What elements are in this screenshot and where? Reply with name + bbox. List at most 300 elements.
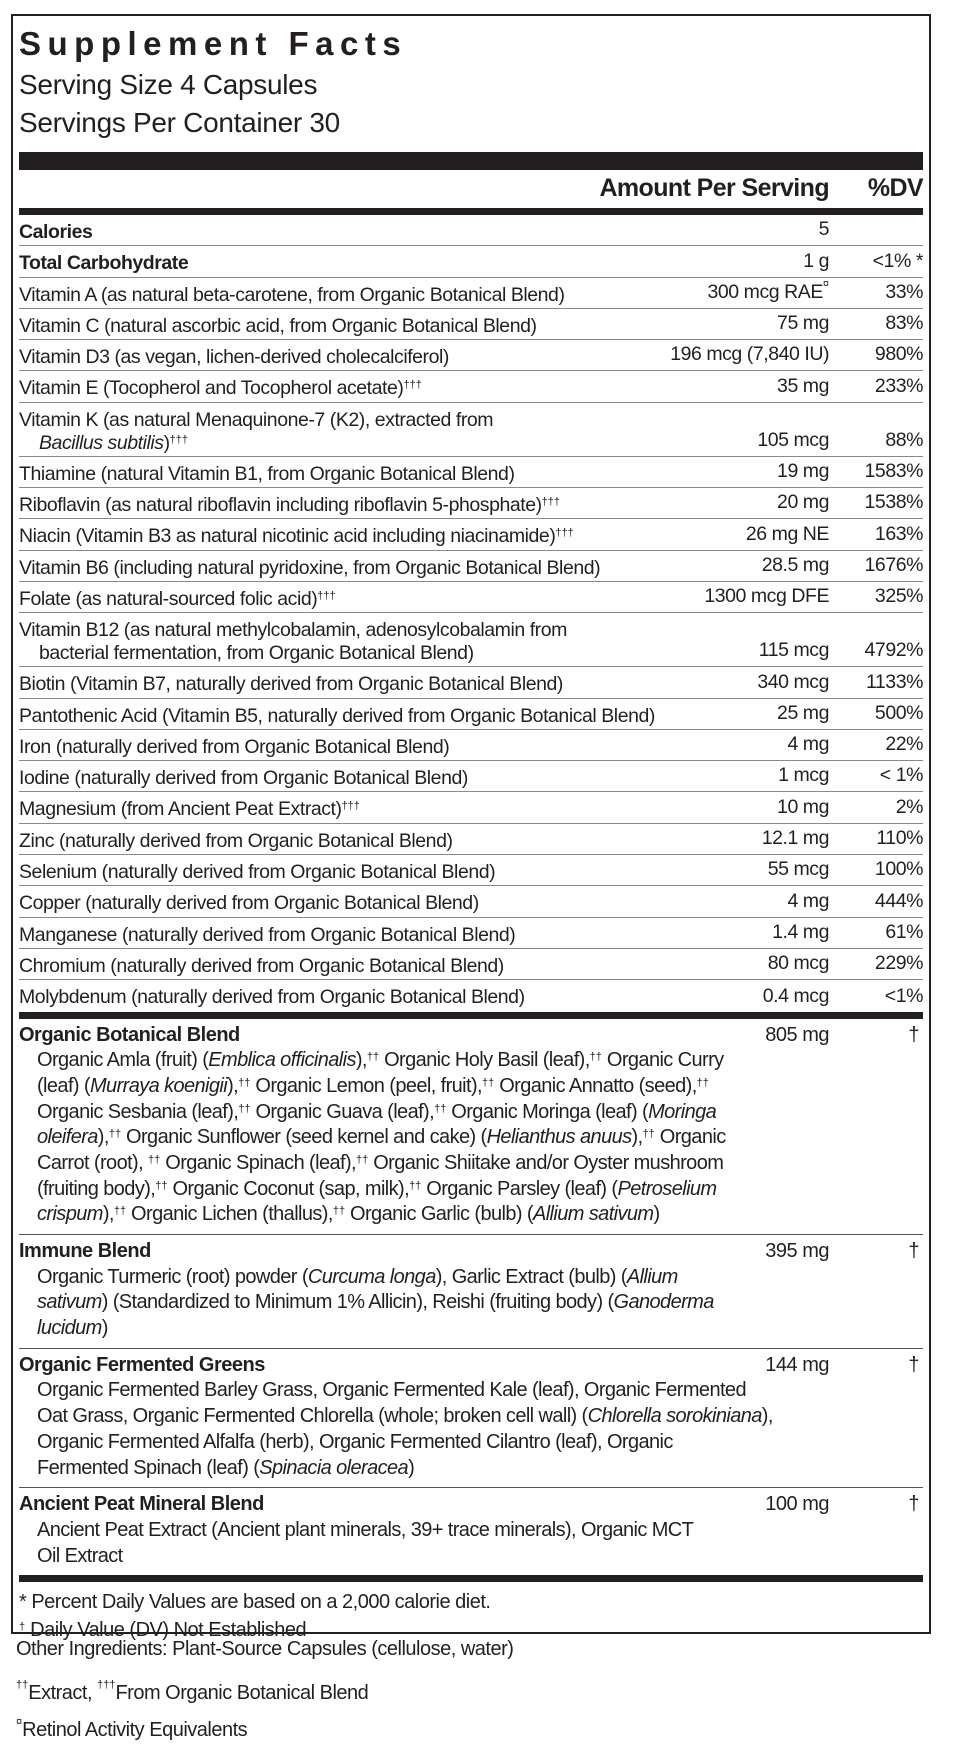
text-segment: Organic Moringa (leaf) (: [446, 1100, 649, 1123]
nutrient-name: [19, 736, 449, 759]
blend-header: [19, 1239, 923, 1265]
text-segment: crispum: [37, 1203, 103, 1226]
amount-value: 25 mg: [777, 701, 829, 724]
amount-value: 26 mg NE: [745, 522, 829, 545]
nutrient-name: [19, 525, 574, 548]
dagger-symbol: ††: [113, 1205, 127, 1218]
text-segment: ),: [631, 1126, 643, 1149]
amount-value: 19 mg: [777, 460, 829, 483]
nutrient-row: [19, 980, 923, 1011]
text-segment: Organic Turmeric (root) powder (: [37, 1265, 308, 1288]
text-segment: Bacillus subtilis: [39, 431, 164, 454]
dagger-symbol: ††: [642, 1128, 655, 1141]
dagger-symbol: †: [19, 1621, 26, 1634]
text-segment: Moringa: [648, 1100, 717, 1123]
dv-header: %DV: [867, 174, 923, 202]
nutrient-name-line: [19, 798, 360, 820]
nutrient-row: [19, 918, 923, 949]
text-segment: ): [101, 1317, 108, 1340]
amount-value: 12.1 mg: [761, 827, 829, 850]
nutrient-dv: 444%: [874, 889, 923, 912]
blend-dv: †: [908, 1240, 919, 1263]
double-dagger-symbol: ††: [16, 1679, 29, 1691]
amount-value: 105 mcg: [757, 428, 829, 451]
blend-ingredients-line: [19, 1430, 923, 1456]
text-segment: lucidum: [37, 1317, 102, 1340]
text-segment: Organic Amla (fruit) (: [37, 1049, 209, 1072]
footnote-dagger-text: Daily Value (DV) Not Established: [25, 1619, 307, 1642]
text-segment: Organic Sesbania (leaf),: [37, 1100, 239, 1123]
blend-ingredients-line: [19, 1151, 923, 1177]
nutrient-dv: < 1%: [879, 764, 923, 787]
text-segment: Organic Holy Basil (leaf),: [379, 1049, 590, 1072]
blend-ingredients-line: [19, 1378, 923, 1404]
nutrient-name-line: [19, 377, 422, 399]
nutrient-row: [19, 246, 923, 277]
nutrient-name: [19, 284, 565, 307]
nutrient-dv: 1583%: [864, 460, 923, 483]
text-segment: Oil Extract: [37, 1544, 123, 1567]
nutrient-name: [19, 315, 537, 338]
nutrient-amount: [757, 429, 829, 452]
text-segment: Vitamin A (as natural beta-carotene, from Organic Botanical Blend): [19, 283, 565, 306]
nutrient-row: [19, 824, 923, 855]
text-segment: Allium: [626, 1265, 678, 1288]
text-segment: ),: [227, 1074, 239, 1097]
blend-header: [19, 1492, 923, 1518]
text-segment: Organic Lichen (thallus),: [126, 1203, 333, 1226]
nutrient-amount: [762, 827, 829, 850]
text-segment: Molybdenum (naturally derived from Organic Botanical Blend): [19, 986, 525, 1009]
nutrient-row: [19, 667, 923, 698]
nutrient-amount: [763, 985, 829, 1008]
text-segment: Thiamine (natural Vitamin B1, from Organic Botanical Blend): [19, 462, 515, 485]
amount-value: 196 mcg (7,840 IU): [670, 343, 829, 366]
nutrient-name: [19, 252, 188, 275]
blend-ingredients-line: [19, 1074, 923, 1100]
blend-ingredients-line: [19, 1202, 923, 1228]
dagger-symbol: ††: [108, 1128, 122, 1141]
nutrient-name-line: [19, 557, 600, 579]
nutrient-row: [19, 949, 923, 980]
nutrient-name: [19, 619, 567, 665]
blend-ingredients-line: [19, 1265, 923, 1291]
nutrient-name-line: [19, 705, 655, 727]
nutrient-name-line: [19, 315, 537, 337]
text-segment: Organic Garlic (bulb) (: [345, 1203, 533, 1226]
dagger-symbol: ††: [238, 1076, 251, 1089]
nutrient-amount: [762, 554, 829, 577]
blend-dv: †: [908, 1353, 919, 1376]
dagger-symbol: †††: [555, 527, 574, 540]
nutrient-row: [19, 340, 923, 371]
nutrient-dv: <1%: [884, 984, 923, 1007]
legend-extract: Extract,: [28, 1682, 98, 1704]
text-segment: Calories: [19, 221, 93, 243]
nutrient-name: [19, 377, 422, 400]
text-segment: Oat Grass, Organic Fermented Chlorella (whole; broken cell wall) (: [37, 1405, 588, 1428]
amount-value: 1300 mcg DFE: [704, 585, 829, 608]
text-segment: ): [163, 431, 170, 454]
dagger-symbol: †††: [341, 800, 360, 813]
nutrient-name-line: [19, 861, 495, 883]
other-ingredients: Other Ingredients: Plant-Source Capsules (cellulose, water): [16, 1638, 514, 1660]
text-segment: Petroselium: [617, 1177, 717, 1200]
text-segment: Vitamin E (Tocopherol and Tocopherol acetate): [19, 377, 404, 400]
nutrient-amount: [757, 671, 829, 694]
nutrient-row: [19, 215, 923, 246]
nutrient-name-line: [19, 955, 504, 977]
nutrient-name-line: [19, 986, 525, 1008]
nutrient-row: [19, 278, 923, 309]
text-segment: ) (Standardized to Minimum 1% Allicin), Reishi (fruiting body) (: [101, 1291, 614, 1314]
text-segment: ): [408, 1456, 415, 1479]
blend-ingredients-line: [19, 1404, 923, 1430]
serving-size: Serving Size 4 Capsules: [19, 69, 318, 100]
servings-per-container: Servings Per Container 30: [19, 107, 340, 138]
triple-dagger-symbol: †††: [97, 1679, 116, 1691]
dagger-symbol: ††: [155, 1179, 168, 1192]
divider-medium: [19, 1575, 923, 1582]
text-segment: Pantothenic Acid (Vitamin B5, naturally derived from Organic Botanical Blend): [19, 704, 655, 727]
amount-value: 4 mg: [787, 733, 829, 756]
nutrient-name-line: [19, 892, 479, 914]
amount-value: 80 mcg: [767, 952, 829, 975]
nutrient-name-line: [19, 642, 567, 665]
amount-value: 75 mg: [777, 312, 829, 335]
nutrient-amount: [772, 921, 829, 944]
blend-ingredients-line: [19, 1177, 923, 1203]
blend-dv: †: [908, 1493, 919, 1516]
amount-value: 20 mg: [777, 491, 829, 514]
nutrient-row: [19, 792, 923, 823]
blend-section: [19, 1235, 923, 1349]
nutrient-name: [19, 494, 560, 517]
text-segment: Ancient Peat Extract (Ancient plant minerals, 39+ trace minerals), Organic MCT: [37, 1518, 694, 1541]
legend-rae: [16, 1716, 248, 1742]
text-segment: Organic Lemon (peel, fruit),: [250, 1074, 483, 1097]
nutrient-name-line: [19, 252, 188, 274]
text-segment: Organic Curry: [601, 1049, 724, 1072]
text-segment: Organic Fermented Alfalfa (herb), Organic Fermented Cilantro (leaf), Organic: [37, 1430, 673, 1453]
nutrient-dv: 980%: [874, 343, 923, 366]
amount-value: 340 mcg: [757, 670, 829, 693]
nutrient-name-line: [19, 830, 453, 852]
blend-ingredients-line: [19, 1290, 923, 1316]
nutrient-dv: 110%: [876, 827, 923, 850]
nutrient-row: [19, 730, 923, 761]
nutrient-amount: [768, 952, 829, 975]
text-segment: oleifera: [37, 1126, 98, 1149]
text-segment: Organic Coconut (sap, milk),: [167, 1177, 410, 1200]
dagger-symbol: ††: [238, 1102, 251, 1115]
nutrient-amount: [704, 585, 829, 608]
dagger-symbol: ††: [589, 1051, 602, 1064]
blend-amount: 805 mg: [765, 1023, 829, 1046]
nutrient-name: [19, 557, 600, 580]
text-segment: ),: [102, 1203, 114, 1226]
text-segment: Organic Parsley (leaf) (: [421, 1177, 618, 1200]
nutrient-name-line: [19, 619, 567, 641]
text-segment: Copper (naturally derived from Organic Botanical Blend): [19, 892, 479, 915]
text-segment: Organic Sunflower (seed kernel and cake) (: [121, 1126, 487, 1149]
nutrient-name: [19, 346, 449, 369]
text-segment: bacterial fermentation, from Organic Botanical Blend): [39, 642, 474, 665]
text-segment: sativum: [37, 1291, 102, 1314]
text-segment: Fermented Spinach (leaf) (: [37, 1456, 260, 1479]
blend-list: [19, 1019, 923, 1576]
dagger-symbol: ††: [696, 1076, 709, 1089]
text-segment: Chlorella sorokiniana: [587, 1405, 762, 1428]
dagger-symbol: ††: [148, 1153, 161, 1166]
amount-value: 0.4 mcg: [762, 984, 829, 1007]
text-segment: Vitamin D3 (as vegan, lichen-derived cholecalciferol): [19, 346, 449, 369]
blend-section: [19, 1488, 923, 1575]
nutrient-dv: 500%: [874, 701, 923, 724]
panel-title: Supplement Facts: [19, 25, 408, 62]
dagger-symbol: ††: [355, 1153, 369, 1166]
dagger-symbol: ††: [434, 1102, 447, 1115]
nutrient-dv: <1% *: [872, 249, 923, 272]
supplement-facts-panel: [11, 14, 931, 1642]
nutrient-name: [19, 588, 336, 611]
nutrient-name: [19, 409, 493, 455]
nutrient-amount: [759, 639, 829, 662]
nutrient-row: [19, 519, 923, 550]
nutrient-name-line: [19, 432, 493, 455]
nutrient-dv: 1133%: [865, 670, 923, 693]
amount-value: 1 g: [803, 249, 829, 272]
nutrient-name: [19, 861, 495, 884]
nutrient-name-line: [19, 525, 574, 547]
text-segment: ),: [97, 1126, 109, 1149]
text-segment: Magnesium (from Ancient Peat Extract): [19, 798, 342, 821]
dagger-symbol: ††: [482, 1076, 495, 1089]
text-segment: ), Garlic Extract (bulb) (: [435, 1265, 627, 1288]
footnotes: [19, 1582, 923, 1644]
nutrient-row: [19, 457, 923, 488]
nutrient-row: [19, 613, 923, 667]
text-segment: ): [653, 1203, 660, 1226]
nutrient-name-line: [19, 284, 565, 306]
nutrient-name: [19, 892, 479, 915]
dagger-symbol: ††: [409, 1179, 422, 1192]
footnote-percent-dv: * Percent Daily Values are based on a 2,000 calorie diet.: [19, 1591, 491, 1614]
blend-dv: †: [908, 1023, 919, 1046]
nutrient-name-line: [19, 221, 92, 243]
text-segment: Organic Spinach (leaf),: [160, 1151, 356, 1174]
dagger-symbol: ††: [366, 1051, 380, 1064]
text-segment: (leaf) (: [37, 1074, 90, 1097]
text-segment: Murraya koenigii: [89, 1074, 228, 1097]
nutrient-name: [19, 830, 453, 853]
nutrient-amount: [777, 312, 829, 335]
nutrient-row: [19, 886, 923, 917]
text-segment: Organic Fermented Barley Grass, Organic Fermented Kale (leaf), Organic Fermented: [37, 1379, 746, 1402]
nutrient-name: [19, 767, 468, 790]
blend-ingredients-line: [19, 1518, 923, 1544]
nutrient-dv: 1538%: [864, 491, 923, 514]
nutrient-dv: 2%: [895, 795, 923, 818]
nutrient-name: [19, 673, 563, 696]
nutrient-name: [19, 798, 360, 821]
nutrient-name-line: [19, 346, 449, 368]
dagger-symbol: †††: [541, 496, 561, 509]
text-segment: Chromium (naturally derived from Organic Botanical Blend): [19, 954, 504, 977]
nutrient-dv: 100%: [874, 858, 923, 881]
rae-symbol: ¤: [822, 277, 829, 290]
amount-value: 55 mcg: [767, 858, 829, 881]
nutrient-row: [19, 855, 923, 886]
nutrient-name: [19, 955, 504, 978]
text-segment: ),: [355, 1049, 367, 1072]
nutrient-amount: [803, 250, 829, 273]
nutrient-dv: 83%: [885, 312, 923, 335]
nutrient-amount: [777, 796, 829, 819]
nutrient-amount: [707, 277, 829, 304]
legend-from-blend: From Organic Botanical Blend: [115, 1682, 369, 1704]
blend-header: [19, 1023, 923, 1049]
blend-ingredients-line: [19, 1456, 923, 1482]
nutrient-amount: [670, 343, 829, 366]
text-segment: Emblica officinalis: [208, 1049, 356, 1072]
legend-daggers: [16, 1679, 369, 1705]
nutrient-row: [19, 582, 923, 613]
amount-value: 115 mcg: [758, 639, 829, 662]
nutrient-amount: [787, 890, 829, 913]
text-segment: Curcuma longa: [307, 1265, 436, 1288]
nutrient-row: [19, 761, 923, 792]
text-segment: Vitamin B12 (as natural methylcobalamin, adenosylcobalamin from: [19, 619, 567, 642]
blend-ingredients-line: [19, 1544, 923, 1570]
nutrient-name-line: [19, 463, 515, 485]
nutrient-name: [19, 463, 515, 486]
amount-value: 1 mcg: [778, 764, 829, 787]
nutrient-name: [19, 924, 515, 947]
nutrient-name-line: [19, 736, 449, 758]
nutrient-row: [19, 403, 923, 457]
nutrient-dv: 163%: [874, 522, 923, 545]
nutrient-name-line: [19, 673, 563, 695]
nutrient-amount: [777, 491, 829, 514]
text-segment: Iron (naturally derived from Organic Botanical Blend): [19, 735, 450, 758]
nutrient-dv: 33%: [885, 280, 923, 303]
nutrient-name-line: [19, 924, 515, 946]
text-segment: Organic Shiitake and/or Oyster mushroom: [368, 1151, 724, 1174]
text-segment: Organic Annatto (seed),: [494, 1074, 697, 1097]
text-segment: Biotin (Vitamin B7, naturally derived from Organic Botanical Blend): [19, 673, 563, 696]
nutrient-amount: [777, 702, 829, 725]
dagger-symbol: †††: [169, 433, 188, 446]
text-segment: ),: [761, 1405, 773, 1428]
nutrient-dv: 61%: [885, 920, 923, 943]
dagger-symbol: ††: [332, 1205, 346, 1218]
nutrient-name-line: [19, 767, 468, 789]
blend-amount: 144 mg: [765, 1353, 829, 1376]
text-segment: Folate (as natural-sourced folic acid): [19, 587, 318, 610]
text-segment: Iodine (naturally derived from Organic Botanical Blend): [19, 767, 468, 790]
rae-symbol: ¤: [16, 1716, 23, 1728]
nutrient-name-line: [19, 409, 493, 431]
text-segment: Allium sativum: [532, 1203, 654, 1226]
amount-value: 35 mg: [777, 374, 829, 397]
text-segment: Vitamin K (as natural Menaquinone-7 (K2), extracted from: [19, 408, 494, 431]
text-segment: Niacin (Vitamin B3 as natural nicotinic acid including niacinamide): [19, 525, 556, 548]
nutrient-name: [19, 221, 92, 244]
blend-ingredients-line: [19, 1100, 923, 1126]
amount-value: 300 mcg RAE: [707, 280, 823, 303]
amount-value: 28.5 mg: [761, 553, 829, 576]
blend-amount: 395 mg: [765, 1240, 829, 1263]
blend-amount: 100 mg: [765, 1493, 829, 1516]
text-segment: Manganese (naturally derived from Organic Botanical Blend): [19, 923, 516, 946]
amount-value: 5: [818, 218, 829, 241]
blend-name: Organic Fermented Greens: [19, 1353, 265, 1376]
nutrient-table: [19, 215, 923, 1012]
blend-name: Ancient Peat Mineral Blend: [19, 1493, 264, 1516]
nutrient-row: [19, 309, 923, 340]
blend-section: [19, 1019, 923, 1236]
blend-ingredients-line: [19, 1125, 923, 1151]
blend-header: [19, 1353, 923, 1379]
amount-value: 1.4 mg: [772, 920, 829, 943]
text-segment: Carrot (root),: [37, 1151, 149, 1174]
nutrient-amount: [819, 218, 829, 241]
nutrient-amount: [768, 858, 829, 881]
nutrient-name: [19, 705, 655, 728]
nutrient-dv: 88%: [885, 428, 923, 451]
dagger-symbol: †††: [317, 589, 336, 602]
nutrient-dv: 4792%: [864, 639, 923, 662]
text-segment: Total Carbohydrate: [19, 252, 189, 275]
nutrient-dv: 233%: [874, 374, 923, 397]
text-segment: Organic: [654, 1126, 726, 1149]
nutrient-name-line: [19, 588, 336, 610]
blend-name: Organic Botanical Blend: [19, 1023, 240, 1046]
blend-name: Immune Blend: [19, 1240, 151, 1263]
text-segment: Helianthus anuus: [486, 1126, 632, 1149]
divider-medium: [19, 1012, 923, 1019]
legend-rae-text: Retinol Activity Equivalents: [22, 1719, 248, 1741]
text-segment: (fruiting body),: [37, 1177, 156, 1200]
dagger-symbol: †††: [403, 379, 422, 392]
nutrient-row: [19, 488, 923, 519]
blend-ingredients-line: [19, 1316, 923, 1342]
text-segment: Selenium (naturally derived from Organic Botanical Blend): [19, 861, 496, 884]
text-segment: Vitamin B6 (including natural pyridoxine, from Organic Botanical Blend): [19, 556, 601, 579]
nutrient-dv: 1676%: [864, 553, 923, 576]
text-segment: Ganoderma: [613, 1291, 714, 1314]
nutrient-amount: [778, 764, 829, 787]
nutrient-dv: 325%: [874, 585, 923, 608]
nutrient-amount: [777, 460, 829, 483]
blend-ingredients-line: [19, 1048, 923, 1074]
text-segment: Spinacia oleracea: [259, 1456, 409, 1479]
text-segment: Vitamin C (natural ascorbic acid, from Organic Botanical Blend): [19, 314, 537, 337]
amount-value: 4 mg: [787, 889, 829, 912]
nutrient-amount: [787, 733, 829, 756]
divider-medium: [19, 208, 923, 215]
nutrient-dv: 22%: [885, 733, 923, 756]
nutrient-row: [19, 551, 923, 582]
nutrient-name-line: [19, 494, 560, 516]
blend-section: [19, 1349, 923, 1488]
nutrient-dv: 229%: [874, 952, 923, 975]
amount-per-serving-header: Amount Per Serving: [599, 174, 829, 202]
amount-value: 10 mg: [777, 795, 829, 818]
nutrient-amount: [777, 375, 829, 398]
nutrient-row: [19, 371, 923, 402]
